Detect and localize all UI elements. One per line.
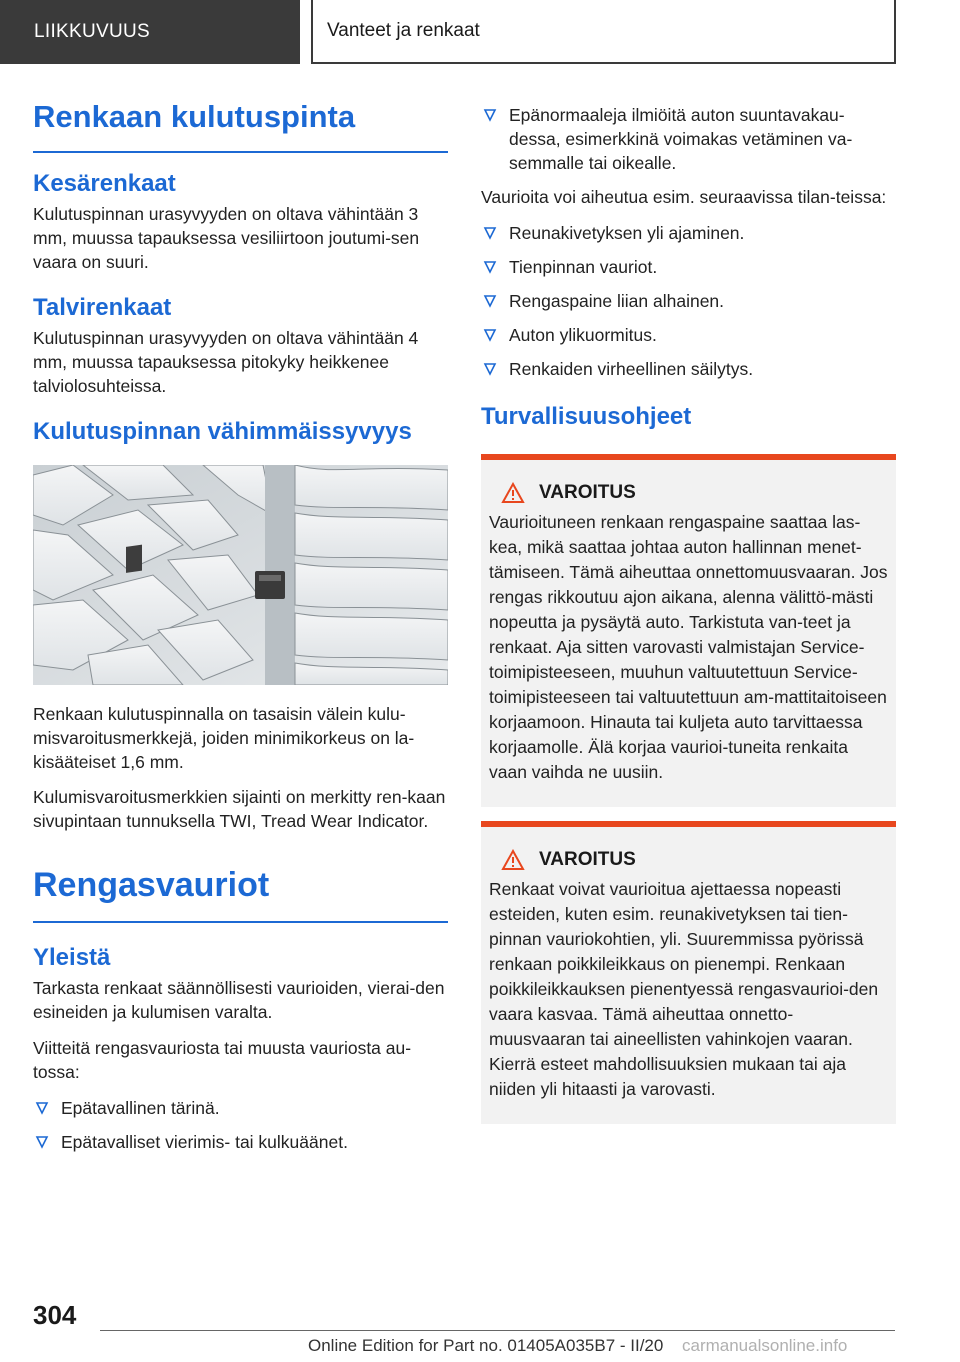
list-item: Reunakivetyksen yli ajaminen. xyxy=(481,222,896,246)
general-text-1: Tarkasta renkaat säännöllisesti vaurioiden, vierai-den esineiden ja kulumisen varalta. xyxy=(33,977,445,1022)
warning-title: VAROITUS xyxy=(489,482,888,504)
tread-wear-indicator-illustration xyxy=(33,465,448,685)
list-item: Rengaspaine liian alhainen. xyxy=(481,290,896,314)
triangle-bullet-icon xyxy=(483,259,497,275)
footer-divider xyxy=(100,1330,895,1331)
triangle-bullet-icon xyxy=(483,225,497,241)
left-column xyxy=(33,98,448,1165)
warning-text: Renkaat voivat vaurioitua ajettaessa nopeasti esteiden, kuten esim. reunakivetyksen tai tien-pinnan vauriokohtien, yli. Suuremmissa pyörissä renkaan poikkileikkaus on pienempi. Renkaan poikkileikkauksen pienentyessä rengasvaurioi-den vaara kasvaa. Tämä aiheuttaa onnetto-muusvaaran tai aineellisten vahinkojen vaaran. Kierrä esteet mahdollisuuksien mukaan tai aja niiden yli hitaasti ja varovasti. xyxy=(489,878,879,1100)
list-item: Epätavalliset vierimis- tai kulkuäänet. xyxy=(33,1131,448,1155)
causes-list xyxy=(481,222,896,382)
subtitle-winter: Talvirenkaat xyxy=(33,293,172,321)
subtitle-summer: Kesärenkaat xyxy=(33,169,176,197)
triangle-bullet-icon xyxy=(483,361,497,377)
subtitle-min-depth: Kulutuspinnan vähimmäissyvyys xyxy=(33,417,412,445)
section-title-damage: Rengasvauriot xyxy=(33,864,448,923)
warning-triangle-icon xyxy=(501,482,525,504)
triangle-bullet-icon xyxy=(483,327,497,343)
signs-list-continued xyxy=(481,104,896,176)
min-depth-text-2: Kulumisvaroitusmerkkien sijainti on merkitty ren-kaan sivupintaan tunnuksella TWI, Tread Wear Indicator. xyxy=(33,787,446,832)
list-item: Auton ylikuormitus. xyxy=(481,324,896,348)
warning-text: Vaurioituneen renkaan rengaspaine saattaa las-kea, mikä saattaa johtaa auton hallinnan menet-tämiseen. Tämä aiheuttaa onnettomuusvaaran. Jos rengas rikkoutuu ajon aikana, alenna välittö-mästi nopeutta ja pysäytä auto. Tarkistuta van-teet ja renkaat. Aja sitten varovasti valmistajan Service-toimipisteeseen, muuhun valtuutettuun Service-toimipisteeseen tai valtuutettuun am-mattitaitoiseen korjaamoon. Hinauta tai kuljeta auto tarvittaessa korjaamolle. Älä korjaa vaurioi-tuneita renkaita vaan vaihda ne uusiin. xyxy=(489,511,888,782)
page-number: 304 xyxy=(33,1300,77,1330)
summer-text: Kulutuspinnan urasyvyyden on oltava vähintään 3 mm, muussa tapauksessa vesiliirtoon joutumi-sen vaara on suuri. xyxy=(33,203,420,272)
triangle-bullet-icon xyxy=(483,293,497,309)
list-item: Tienpinnan vauriot. xyxy=(481,256,896,280)
section-title-tread: Renkaan kulutuspinta xyxy=(33,98,448,153)
subtitle-general: Yleistä xyxy=(33,943,111,971)
triangle-bullet-icon xyxy=(483,107,497,123)
subtitle-safety: Turvallisuusohjeet xyxy=(481,402,692,430)
right-column xyxy=(481,104,896,1138)
warning-box-2 xyxy=(481,821,896,1124)
warning-triangle-icon xyxy=(501,849,525,871)
header-section: LIIKKUVUUS xyxy=(0,0,300,64)
signs-list xyxy=(33,1097,448,1155)
footer-edition: Online Edition for Part no. 01405A035B7 - II/20 xyxy=(308,1336,664,1355)
triangle-bullet-icon xyxy=(35,1100,49,1116)
general-text-2: Viitteitä rengasvauriosta tai muusta vauriosta au-tossa: xyxy=(33,1037,412,1082)
footer-watermark: carmanualsonline.info xyxy=(682,1336,848,1355)
list-item: Epänormaaleja ilmiöitä auton suuntavakau-dessa, esimerkkinä voimakas vetäminen va-semmalle tai oikealle. xyxy=(481,104,896,176)
warning-title: VAROITUS xyxy=(489,849,888,871)
list-item: Epätavallinen tärinä. xyxy=(33,1097,448,1121)
list-item: Renkaiden virheellinen säilytys. xyxy=(481,358,896,382)
triangle-bullet-icon xyxy=(35,1134,49,1150)
header-chapter: Vanteet ja renkaat xyxy=(311,0,896,64)
winter-text: Kulutuspinnan urasyvyyden on oltava vähintään 4 mm, muussa tapauksessa pitokyky heikkenee talviolosuhteissa. xyxy=(33,327,419,396)
causes-text: Vaurioita voi aiheutua esim. seuraavissa tilan-teissa: xyxy=(481,186,887,207)
warning-box-1 xyxy=(481,454,896,807)
min-depth-text-1: Renkaan kulutuspinnalla on tasaisin välein kulu-misvaroitusmerkkejä, joiden minimikorkeus on la-kisääteiset 1,6 mm. xyxy=(33,703,415,772)
